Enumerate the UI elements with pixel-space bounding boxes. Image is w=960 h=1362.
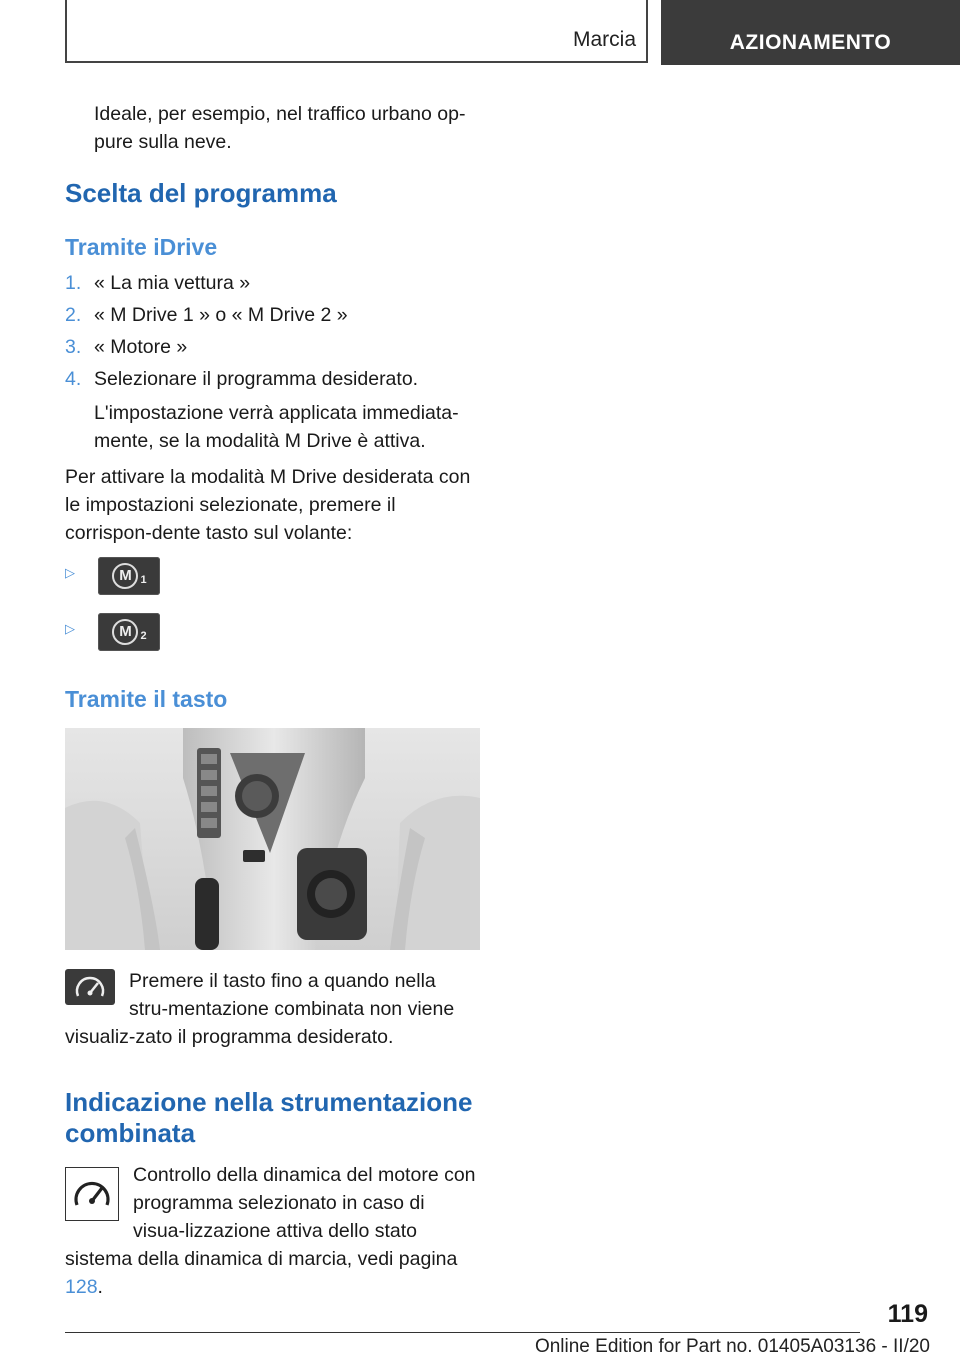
m-sub: 2 <box>140 630 147 642</box>
triangle-bullet-icon: ▷ <box>65 565 75 580</box>
button-list <box>65 557 480 669</box>
step-text: « M Drive 1 » o « M Drive 2 » <box>94 304 348 326</box>
steps-list <box>65 267 480 395</box>
m-drive-2-button-icon <box>98 613 160 651</box>
center-console-illustration <box>65 728 480 950</box>
display-text-end: . <box>97 1276 103 1298</box>
display-text-body: Controllo della dinamica del motore con programma selezionato in caso di visua-lizzazione attiva dello stato sistema della dinamica di marcia, vedi pagina <box>65 1164 476 1270</box>
step-number: 3. <box>65 336 82 358</box>
footer-divider <box>65 1332 860 1333</box>
page-number: 119 <box>887 1300 928 1328</box>
gauge-icon <box>65 969 115 1005</box>
center-console-photo <box>65 728 480 950</box>
step-number: 2. <box>65 304 82 326</box>
step4-note: L'impostazione verrà applicata immediata-mente, se la modalità M Drive è attiva. <box>94 402 459 452</box>
step-number: 4. <box>65 368 82 390</box>
activation-paragraph: Per attivare la modalità M Drive desiderata con le impostazioni selezionate, premere il corrispon-dente tasto sul volante: <box>65 466 471 544</box>
m-sub: 1 <box>140 574 147 586</box>
triangle-bullet-icon: ▷ <box>65 621 75 636</box>
list-item <box>65 363 480 395</box>
step-text: Selezionare il programma desiderato. <box>94 368 419 390</box>
section-title-display <box>65 1087 480 1149</box>
list-item <box>65 613 480 669</box>
subsection-title-button: Tramite il tasto <box>65 686 228 712</box>
list-item <box>65 267 480 299</box>
driving-dynamics-icon <box>65 969 115 1005</box>
intro-text: Ideale, per esempio, nel traffico urbano op-pure sulla neve. <box>94 103 466 153</box>
step-text: « La mia vettura » <box>94 272 251 294</box>
online-edition: Online Edition for Part no. 01405A03136 - II/20 <box>534 1336 930 1357</box>
page-link[interactable]: 128 <box>65 1276 98 1298</box>
page-content <box>65 100 480 1301</box>
section-title-line2: combinata <box>65 1118 196 1148</box>
m-letter: M <box>112 619 138 645</box>
list-item <box>65 299 480 331</box>
display-text <box>65 1161 480 1301</box>
gauge-symbol-icon <box>66 1168 118 1220</box>
step-text: « Motore » <box>94 336 188 358</box>
section-title-line1: Indicazione nella strumentazione <box>65 1087 473 1117</box>
display-block <box>65 1161 480 1301</box>
step-number: 1. <box>65 272 82 294</box>
header-section-title: Marcia <box>572 28 636 51</box>
subsection-title-idrive: Tramite iDrive <box>65 234 218 260</box>
section-title-program: Scelta del programma <box>65 178 337 208</box>
list-item <box>65 331 480 363</box>
instruction-block <box>65 967 480 1051</box>
m-drive-1-button-icon <box>98 557 160 595</box>
header-chapter-label: AZIONAMENTO <box>729 31 892 54</box>
m-letter: M <box>112 563 138 589</box>
list-item <box>65 557 480 613</box>
instruction-text: Premere il tasto fino a quando nella stru-mentazione combinata non viene visualiz-zato il programma desiderato. <box>65 970 455 1048</box>
gauge-outline-icon <box>65 1167 119 1221</box>
header-chapter-tab <box>661 0 960 65</box>
